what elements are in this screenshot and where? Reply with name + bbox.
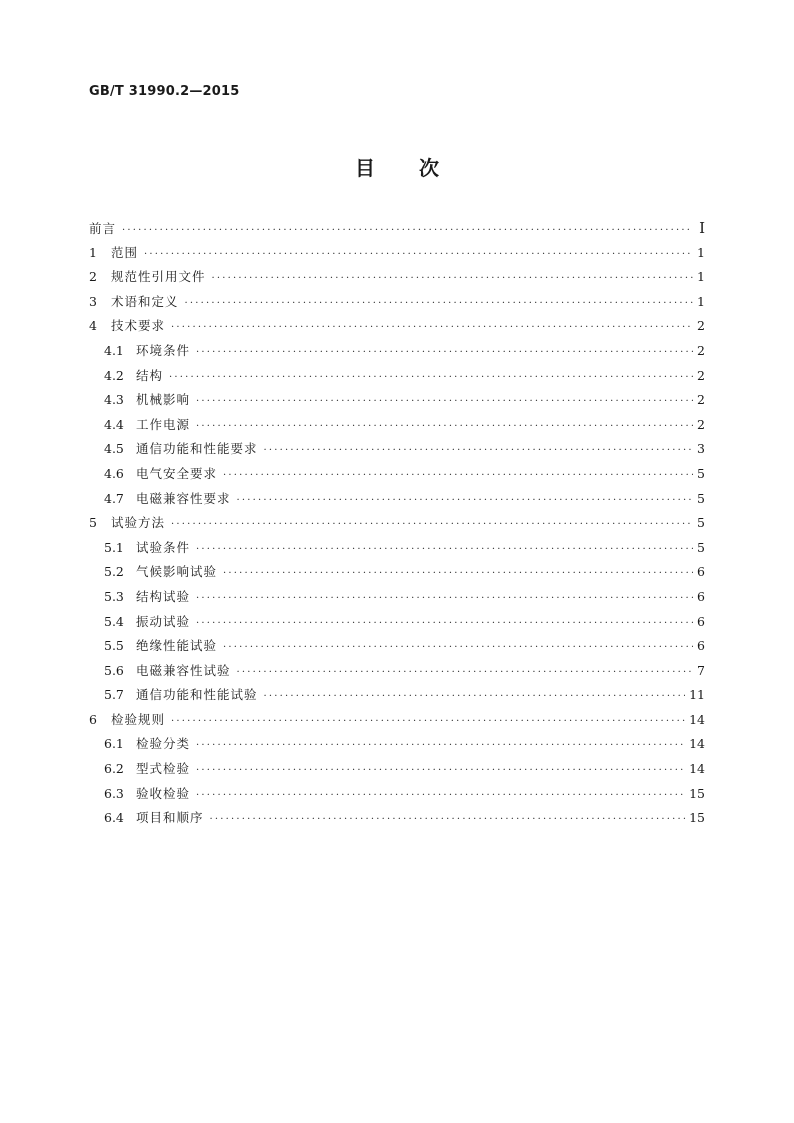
toc-entry-page: 1 xyxy=(697,244,705,260)
toc-entry-page: 7 xyxy=(697,662,705,678)
toc-entry-page: 14 xyxy=(689,711,705,727)
toc-entry[interactable] xyxy=(89,659,705,684)
toc-entry-label: 气候影响试验 xyxy=(136,564,218,580)
toc-entry-label: 绝缘性能试验 xyxy=(136,638,218,654)
toc-leader-dots xyxy=(169,366,693,391)
toc-entry[interactable] xyxy=(89,462,705,487)
toc-leader-dots xyxy=(171,513,693,538)
toc-leader-dots xyxy=(196,341,693,366)
toc-leader-dots xyxy=(196,784,685,809)
toc-leader-dots xyxy=(237,489,693,514)
toc-entry-label: 电气安全要求 xyxy=(136,465,218,481)
toc-entry-label: 机械影响 xyxy=(136,392,191,408)
toc-entry-number: 4.4 xyxy=(104,416,124,432)
toc-entry-page: 3 xyxy=(697,441,705,457)
toc-entry-page: 5 xyxy=(697,515,705,531)
toc-entry-label: 规范性引用文件 xyxy=(111,269,206,285)
toc-entry-page: 15 xyxy=(689,810,705,826)
toc-entry-label: 通信功能和性能要求 xyxy=(136,441,258,457)
toc-entry[interactable] xyxy=(89,314,705,339)
toc-entry-label: 试验条件 xyxy=(136,539,191,555)
toc-leader-dots xyxy=(171,316,693,341)
toc-leader-dots xyxy=(122,219,693,244)
toc-entry-page: 2 xyxy=(697,392,705,408)
toc-entry-page: 2 xyxy=(697,318,705,334)
toc-entry[interactable] xyxy=(89,757,705,782)
toc-entry-page: 11 xyxy=(689,687,705,703)
toc-entry-label: 术语和定义 xyxy=(111,293,179,309)
toc-leader-dots xyxy=(144,243,693,268)
toc-entry[interactable] xyxy=(89,708,705,733)
toc-entry-label: 环境条件 xyxy=(136,342,191,358)
toc-entry-label: 试验方法 xyxy=(111,515,166,531)
toc-entry-number: 5.7 xyxy=(104,687,124,703)
toc-entry[interactable] xyxy=(89,241,705,266)
toc-entry[interactable] xyxy=(89,560,705,585)
toc-leader-dots xyxy=(185,292,693,317)
toc-entry-label: 项目和顺序 xyxy=(136,810,204,826)
toc-leader-dots xyxy=(196,390,693,415)
toc-entry[interactable] xyxy=(89,413,705,438)
toc-entry-number: 5.6 xyxy=(104,662,124,678)
toc-leader-dots xyxy=(264,439,693,464)
toc-entry[interactable] xyxy=(89,364,705,389)
toc-entry-page: 6 xyxy=(697,588,705,604)
standard-code: GB/T 31990.2—2015 xyxy=(89,84,240,99)
toc-entry-label: 范围 xyxy=(111,244,139,260)
toc-entry[interactable] xyxy=(89,487,705,512)
toc-entry-number: 6 xyxy=(89,711,97,727)
toc-entry-label: 电磁兼容性试验 xyxy=(136,662,231,678)
toc-entry-page: 2 xyxy=(697,342,705,358)
toc-entry-number: 5 xyxy=(89,515,97,531)
toc-entry-page: 14 xyxy=(689,761,705,777)
toc-entry[interactable] xyxy=(89,732,705,757)
page-title-part1: 目 xyxy=(355,156,375,180)
toc-leader-dots xyxy=(223,562,693,587)
toc-entry-number: 4.7 xyxy=(104,490,124,506)
toc-entry-number: 2 xyxy=(89,269,97,285)
toc-entry-page: 2 xyxy=(697,416,705,432)
toc-leader-dots xyxy=(196,612,693,637)
toc-entry[interactable] xyxy=(89,265,705,290)
toc-entry-page: 14 xyxy=(689,736,705,752)
toc-entry-label: 技术要求 xyxy=(111,318,166,334)
toc-entry-label: 验收检验 xyxy=(136,785,191,801)
toc-entry[interactable] xyxy=(89,437,705,462)
toc-entry[interactable] xyxy=(89,339,705,364)
toc-leader-dots xyxy=(196,538,693,563)
toc-entry-number: 6.1 xyxy=(104,736,124,752)
toc-entry[interactable] xyxy=(89,610,705,635)
toc-entry[interactable] xyxy=(89,634,705,659)
toc-leader-dots xyxy=(223,464,693,489)
toc-entry-label: 结构试验 xyxy=(136,588,191,604)
toc-entry[interactable] xyxy=(89,683,705,708)
toc-entry-number: 6.3 xyxy=(104,785,124,801)
toc-entry[interactable] xyxy=(89,290,705,315)
toc-entry-page: 1 xyxy=(697,269,705,285)
toc-entry-label: 结构 xyxy=(136,367,164,383)
page-title-part2: 次 xyxy=(419,156,439,180)
toc-leader-dots xyxy=(196,759,685,784)
toc-entry-label: 检验分类 xyxy=(136,736,191,752)
toc-entry-number: 5.4 xyxy=(104,613,124,629)
toc-entry-number: 5.3 xyxy=(104,588,124,604)
table-of-contents xyxy=(89,216,705,831)
toc-entry[interactable] xyxy=(89,388,705,413)
toc-entry-number: 1 xyxy=(89,244,97,260)
toc-entry[interactable] xyxy=(89,806,705,831)
toc-entry[interactable] xyxy=(89,536,705,561)
toc-entry-label: 电磁兼容性要求 xyxy=(136,490,231,506)
toc-entry-number: 3 xyxy=(89,293,97,309)
toc-entry[interactable] xyxy=(89,585,705,610)
toc-leader-dots xyxy=(171,710,685,735)
toc-leader-dots xyxy=(212,267,693,292)
toc-entry-label: 型式检验 xyxy=(136,761,191,777)
toc-entry-page: 6 xyxy=(697,613,705,629)
toc-leader-dots xyxy=(196,587,693,612)
toc-entry-page: Ⅰ xyxy=(699,219,705,237)
toc-entry[interactable] xyxy=(89,511,705,536)
toc-leader-dots xyxy=(210,808,686,833)
toc-leader-dots xyxy=(223,636,693,661)
toc-leader-dots xyxy=(196,734,685,759)
toc-entry-number: 5.1 xyxy=(104,539,124,555)
toc-entry-page: 5 xyxy=(697,465,705,481)
toc-entry-number: 4.5 xyxy=(104,441,124,457)
toc-entry-number: 6.4 xyxy=(104,810,124,826)
toc-entry-label: 检验规则 xyxy=(111,711,166,727)
toc-leader-dots xyxy=(196,415,693,440)
toc-entry-page: 6 xyxy=(697,564,705,580)
toc-entry-page: 6 xyxy=(697,638,705,654)
page-title xyxy=(0,152,794,181)
toc-entry-number: 4.2 xyxy=(104,367,124,383)
toc-entry-page: 15 xyxy=(689,785,705,801)
toc-entry-label: 通信功能和性能试验 xyxy=(136,687,258,703)
toc-entry-page: 2 xyxy=(697,367,705,383)
toc-entry-number: 4.6 xyxy=(104,465,124,481)
toc-leader-dots xyxy=(264,685,686,710)
toc-entry-label: 工作电源 xyxy=(136,416,191,432)
toc-entry-number: 4.3 xyxy=(104,392,124,408)
toc-entry-number: 5.2 xyxy=(104,564,124,580)
toc-entry-number: 5.5 xyxy=(104,638,124,654)
toc-entry-number: 4.1 xyxy=(104,342,124,358)
toc-entry-number: 6.2 xyxy=(104,761,124,777)
toc-entry[interactable] xyxy=(89,782,705,807)
toc-entry-label: 振动试验 xyxy=(136,613,191,629)
toc-entry-page: 5 xyxy=(697,490,705,506)
toc-entry-page: 5 xyxy=(697,539,705,555)
toc-entry-number: 4 xyxy=(89,318,97,334)
toc-entry[interactable] xyxy=(89,216,705,241)
toc-entry-label: 前言 xyxy=(89,221,117,236)
toc-leader-dots xyxy=(237,661,693,686)
toc-entry-page: 1 xyxy=(697,293,705,309)
